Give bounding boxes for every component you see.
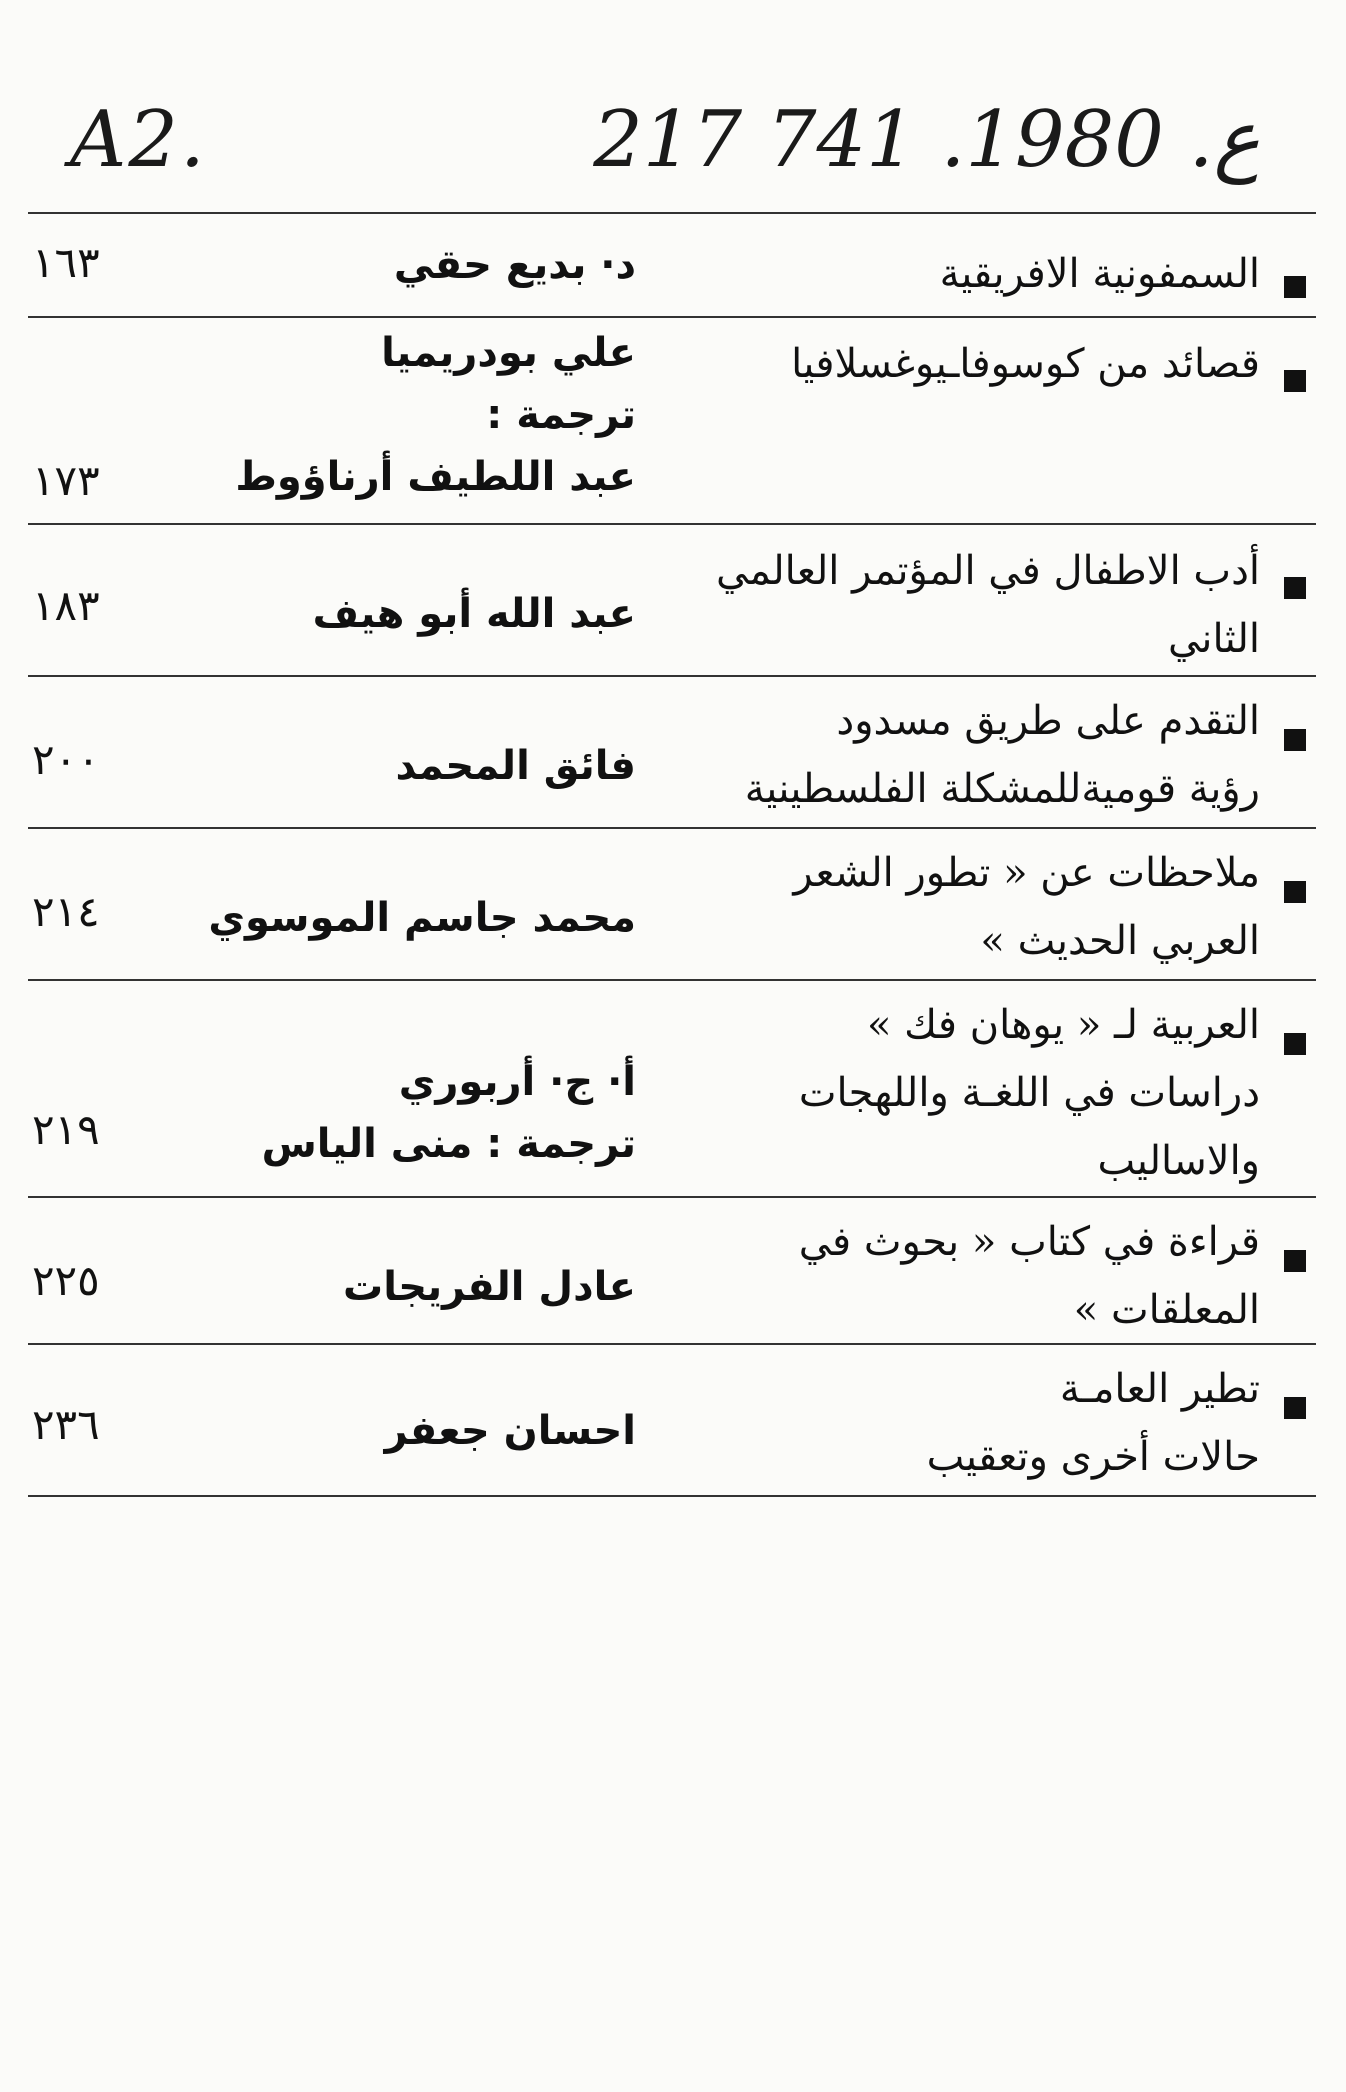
- entry-author-line: أ· ج· أربوري: [398, 1059, 636, 1105]
- entry-author-line: عادل الفريجات: [343, 1264, 636, 1310]
- square-bullet-icon: [1284, 1033, 1306, 1055]
- entry-author-line: محمد جاسم الموسوي: [208, 895, 636, 941]
- entry-title: [700, 537, 1260, 673]
- square-bullet-icon: [1284, 370, 1306, 392]
- square-bullet-icon: [1284, 577, 1306, 599]
- entry-title-line: حالات أخرى وتعقيب: [926, 1434, 1260, 1480]
- square-bullet-icon: [1284, 1397, 1306, 1419]
- entry-author: [216, 1051, 636, 1175]
- entry-page-number: ٢٣٦: [32, 1400, 100, 1449]
- entry-title: [700, 991, 1260, 1195]
- entry-author-line: فائق المحمد: [395, 743, 636, 789]
- entry-title: [700, 687, 1260, 823]
- toc-entry: [28, 675, 1316, 827]
- entry-title-line: دراسات في اللغـة واللهجات: [798, 1070, 1260, 1116]
- handwritten-catalog-note: [60, 85, 1270, 195]
- table-of-contents: [28, 212, 1316, 1497]
- entry-title-line: العربية لـ « يوهان فك »: [866, 1002, 1260, 1048]
- entry-author: [208, 887, 636, 949]
- entry-page-number: ١٦٣: [32, 238, 100, 287]
- entry-title-line: تطير العامـة: [1059, 1366, 1260, 1412]
- square-bullet-icon: [1284, 276, 1306, 298]
- entry-title-line: ملاحظات عن « تطور الشعر: [793, 850, 1260, 896]
- entry-author-line: عبد الله أبو هيف: [312, 591, 636, 637]
- entry-page-number: ٢١٤: [32, 887, 100, 936]
- toc-entry: [28, 1343, 1316, 1495]
- toc-entry: [28, 523, 1316, 675]
- entry-title: [700, 330, 1260, 398]
- entry-author: [216, 1400, 636, 1462]
- entry-author-line: ترجمة :: [486, 392, 636, 438]
- toc-entry: [28, 212, 1316, 316]
- entry-author-line: علي بودريميا: [381, 330, 636, 376]
- square-bullet-icon: [1284, 729, 1306, 751]
- entry-author: [216, 322, 636, 508]
- square-bullet-icon: [1284, 1250, 1306, 1272]
- handwritten-left-mark: A2.: [70, 95, 207, 185]
- entry-author-line: د· بديع حقي: [393, 242, 636, 288]
- entry-title-line: العربي الحديث »: [980, 918, 1260, 964]
- entry-author: [216, 234, 636, 296]
- toc-entry: [28, 827, 1316, 979]
- entry-title: [700, 1355, 1260, 1491]
- entry-author: [216, 735, 636, 797]
- toc-entry: [28, 1196, 1316, 1343]
- entry-title: [700, 1208, 1260, 1344]
- toc-entry: [28, 316, 1316, 523]
- entry-author-line: عبد اللطيف أرناؤوط: [235, 454, 636, 500]
- toc-entry: [28, 979, 1316, 1196]
- entry-author-line: احسان جعفر: [384, 1408, 636, 1454]
- entry-title: [700, 839, 1260, 975]
- bottom-rule: [28, 1495, 1316, 1497]
- entry-page-number: ٢١٩: [32, 1105, 100, 1154]
- entry-page-number: ٢٢٥: [32, 1256, 100, 1305]
- entry-title-line: السمفونية الافريقية: [939, 251, 1260, 297]
- entry-title-line: رؤية قوميةللمشكلة الفلسطينية: [744, 766, 1260, 812]
- handwritten-right-mark: 217 ع. 1980. 741: [593, 95, 1260, 185]
- entry-title-line: المعلقات »: [1073, 1287, 1260, 1333]
- entry-title-line: قراءة في كتاب « بحوث في: [798, 1219, 1260, 1265]
- entry-title-line: والاساليب: [1097, 1138, 1260, 1184]
- entry-title-line: الثاني: [1167, 616, 1260, 662]
- entry-title-line: التقدم على طريق مسدود: [836, 698, 1260, 744]
- entry-page-number: ١٧٣: [32, 456, 100, 505]
- entry-page-number: ١٨٣: [32, 581, 100, 630]
- square-bullet-icon: [1284, 881, 1306, 903]
- entry-author-line: ترجمة : منى الياس: [261, 1121, 636, 1167]
- entry-title: [700, 240, 1260, 308]
- entry-title-line: قصائد من كوسوفاـيوغسلافيا: [791, 341, 1260, 387]
- entry-page-number: ٢٠٠: [32, 735, 100, 784]
- entry-author: [216, 583, 636, 645]
- entry-title-line: أدب الاطفال في المؤتمر العالمي: [715, 548, 1260, 594]
- entry-author: [216, 1256, 636, 1318]
